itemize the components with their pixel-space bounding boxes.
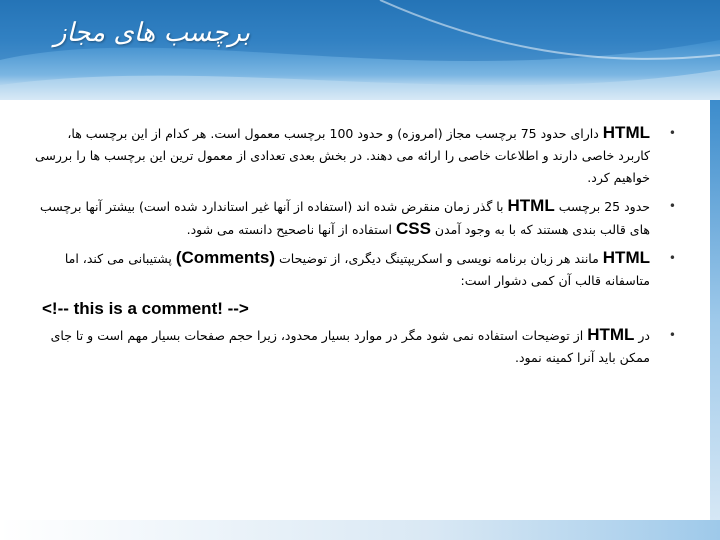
html-term: HTML [602, 123, 650, 142]
paragraph-text: از توضیحات استفاده نمی شود مگر در موارد بسیار محدود، زیرا حجم صفحات بسیار مهم است و تا جای ممکن باید آنرا کمینه نمود. [50, 328, 650, 365]
slide-title: برچسب های مجاز [53, 18, 250, 48]
html-term: HTML [507, 196, 555, 215]
html-term: HTML [602, 248, 650, 267]
html-term: HTML [587, 325, 635, 344]
header-swoosh-decoration [0, 0, 720, 110]
bullet-paragraph-2 [34, 195, 676, 241]
bullet-paragraph-1 [34, 122, 676, 189]
paragraph-text: حدود 25 برچسب [554, 199, 650, 214]
paragraph-text: مانند هر زبان برنامه نویسی و اسکریپتینگ دیگری، از توضیحات [275, 251, 603, 266]
paragraph-text: پشتیبانی می کند، اما متاسفانه قالب آن کمی دشوار است: [64, 251, 650, 288]
paragraph-text: دارای حدود 75 برچسب مجاز (امروزه) و حدود 100 برچسب معمول است. هر کدام از این برچسب ها، کاربرد خاصی دارند و اطلاعات خاصی را ارائه می دهند. در بخش بعدی تعدادی از معمول ترین این برچسب ها را بررسی خواهیم کرد. [34, 126, 650, 185]
paragraph-text: استفاده از آنها ناصحیح دانسته می شود. [186, 222, 396, 237]
paragraph-text: در [634, 328, 650, 343]
right-decoration-rail [710, 100, 720, 540]
bullet-icon: • [668, 126, 676, 140]
paragraph-text: با گذر زمان منقرض شده اند (استفاده از آنها غیر استاندارد شده است) بیشتر آنها برچسب های قالب بندی هستند که با به وجود آمدن [39, 199, 650, 237]
slide-body [34, 122, 676, 375]
bullet-paragraph-3 [34, 247, 676, 292]
bullet-icon: • [668, 199, 676, 213]
bullet-paragraph-4 [34, 324, 676, 369]
bullet-icon: • [668, 251, 676, 265]
bullet-icon: • [668, 328, 676, 342]
bottom-decoration-band [0, 520, 720, 540]
css-term: CSS [395, 219, 431, 238]
comments-term: (Comments) [175, 248, 276, 267]
comment-code-example: <!-- this is a comment! --> [42, 299, 249, 318]
